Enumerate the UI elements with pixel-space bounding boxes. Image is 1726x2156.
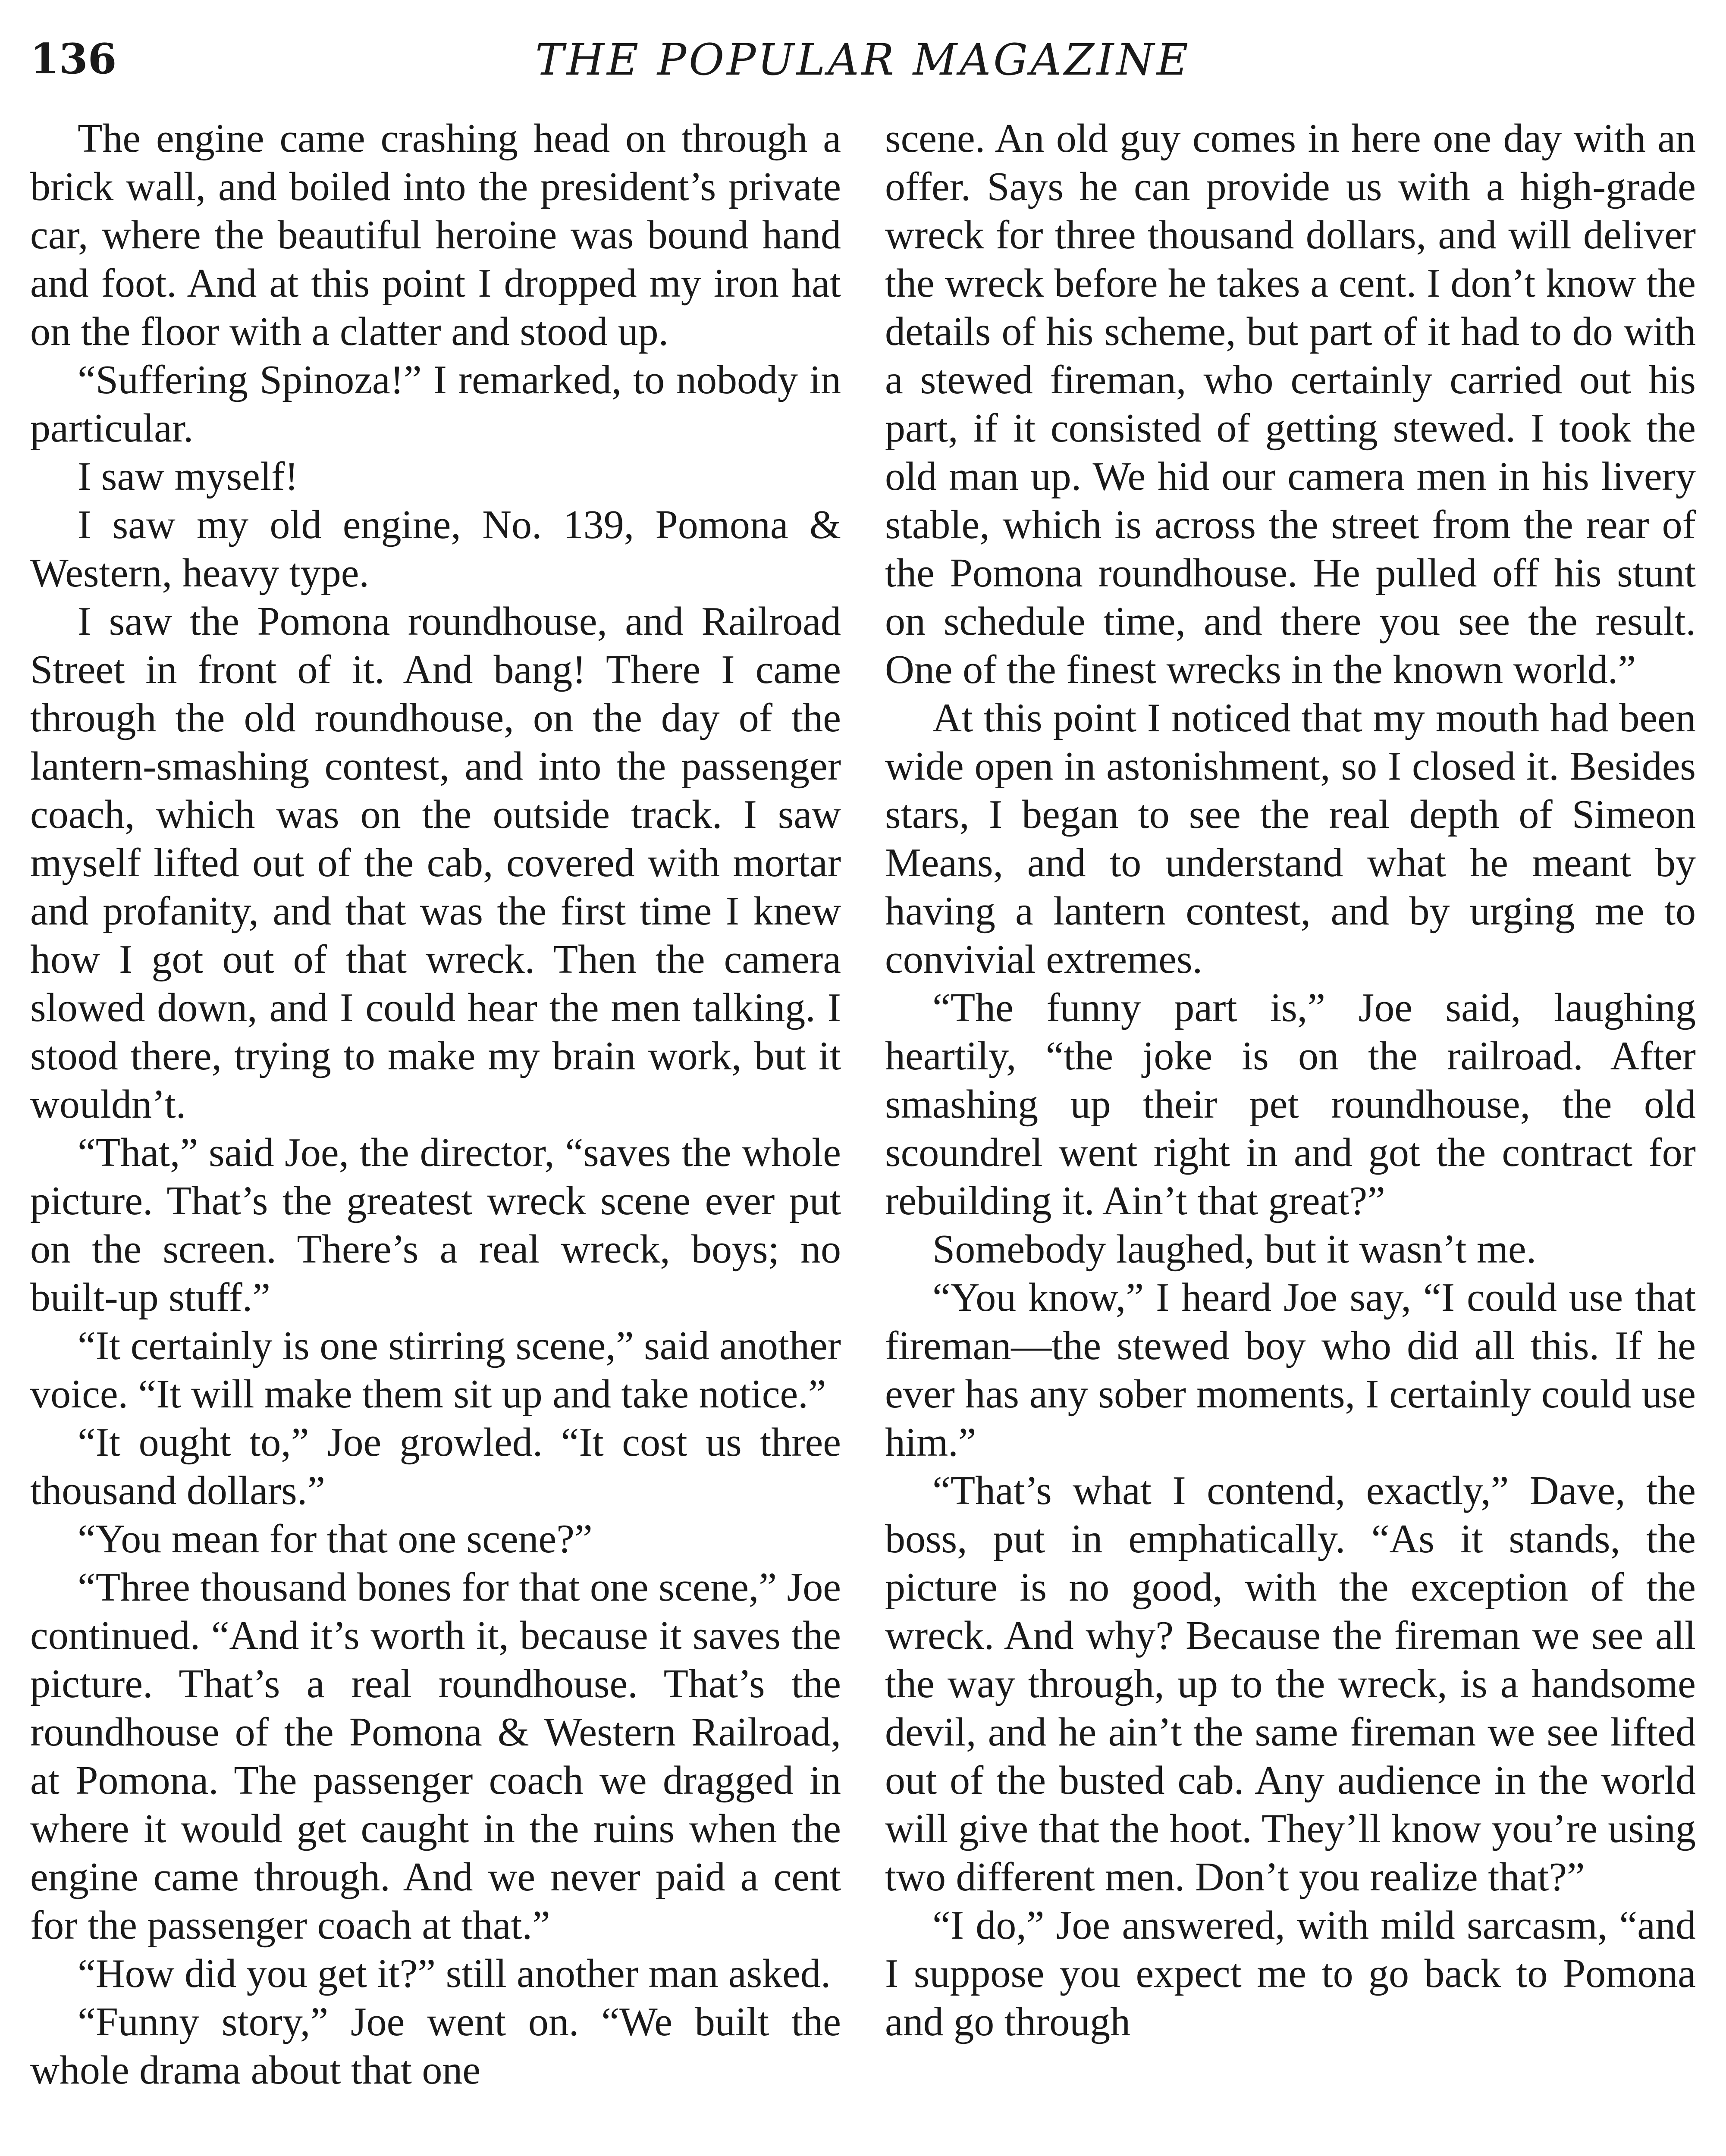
paragraph: “I do,” Joe answered, with mild sarcasm, “and I suppose you expect me to go back to Pomona and go through — [885, 1903, 1696, 2044]
running-title: THE POPULAR MAGAZINE — [535, 34, 1191, 85]
right-column — [885, 114, 1696, 2156]
paragraph: “Funny story,” Joe went on. “We built the whole drama about that one — [30, 1999, 841, 2093]
paragraph: scene. An old guy comes in here one day with an offer. Says he can provide us with a high-grade wreck for three thousand dollars, and will deliver the wreck before he takes a cent. I don’t know the details of his scheme, but part of it had to do with a stewed fireman, who certainly carried out his part, if it consisted of getting stewed. I took the old man up. We hid our camera men in his livery stable, which is across the street from the rear of the Pomona roundhouse. He pulled off his stunt on schedule time, and there you see the result. One of the finest wrecks in the known world.” — [885, 116, 1696, 692]
text-columns — [30, 114, 1696, 2156]
paragraph: “It ought to,” Joe growled. “It cost us three thousand dollars.” — [30, 1420, 841, 1513]
paragraph: At this point I noticed that my mouth had been wide open in astonishment, so I closed it. Besides stars, I began to see the real depth of Simeon Means, and to understand what he meant by having a lantern contest, and by urging me to convivial extremes. — [885, 696, 1696, 982]
paragraph: “How did you get it?” still another man asked. — [78, 1951, 831, 1996]
paragraph: “You know,” I heard Joe say, “I could use that fireman—the stewed boy who did all this. If he ever has any sober moments, I certainly could use him.” — [885, 1275, 1696, 1465]
paragraph: The engine came crashing head on through a brick wall, and boiled into the president’s private car, where the beautiful heroine was bound hand and foot. And at this point I dropped my iron hat on the floor with a clatter and stood up. — [30, 116, 841, 354]
paragraph: “That’s what I contend, exactly,” Dave, the boss, put in emphatically. “As it stands, the picture is no good, with the exception of the wreck. And why? Because the fireman we see all the way through, up to the wreck, is a handsome devil, and he ain’t the same fireman we see lifted out of the busted cab. Any audience in the world will give that the hoot. They’ll know you’re using two different men. Don’t you realize that?” — [885, 1468, 1696, 1899]
paragraph: Somebody laughed, but it wasn’t me. — [932, 1227, 1537, 1272]
page-number: 136 — [30, 34, 117, 83]
paragraph: I saw my old engine, No. 139, Pomona & Western, heavy type. — [30, 502, 841, 595]
paragraph: “The funny part is,” Joe said, laughing heartily, “the joke is on the railroad. After smashing up their pet roundhouse, the old scoundrel went right in and got the contract for rebuilding it. Ain’t that great?” — [885, 985, 1696, 1223]
paragraph: I saw myself! — [78, 454, 298, 499]
paragraph: “It certainly is one stirring scene,” said another voice. “It will make them sit up and take notice.” — [30, 1323, 841, 1416]
paragraph: I saw the Pomona roundhouse, and Railroad Street in front of it. And bang! There I came through the old roundhouse, on the day of the lantern-smashing contest, and into the passenger coach, which was on the outside track. I saw myself lifted out of the cab, covered with mortar and profanity, and that was the first time I knew how I got out of that wreck. Then the camera slowed down, and I could hear the men talking. I stood there, trying to make my brain work, but it wouldn’t. — [30, 599, 841, 1127]
page-header — [30, 34, 1696, 95]
paragraph: “Three thousand bones for that one scene,” Joe continued. “And it’s worth it, because it saves the picture. That’s a real roundhouse. That’s the roundhouse of the Pomona & Western Railroad, at Pomona. The passenger coach we dragged in where it would get caught in the ruins when the engine came through. And we never paid a cent for the passenger coach at that.” — [30, 1565, 841, 1948]
paragraph: “Suffering Spinoza!” I remarked, to nobody in particular. — [30, 357, 841, 451]
left-column — [30, 114, 841, 2156]
paragraph: “That,” said Joe, the director, “saves the whole picture. That’s the greatest wreck scene ever put on the screen. There’s a real wreck, boys; no built-up stuff.” — [30, 1130, 841, 1320]
paragraph: “You mean for that one scene?” — [78, 1517, 593, 1561]
